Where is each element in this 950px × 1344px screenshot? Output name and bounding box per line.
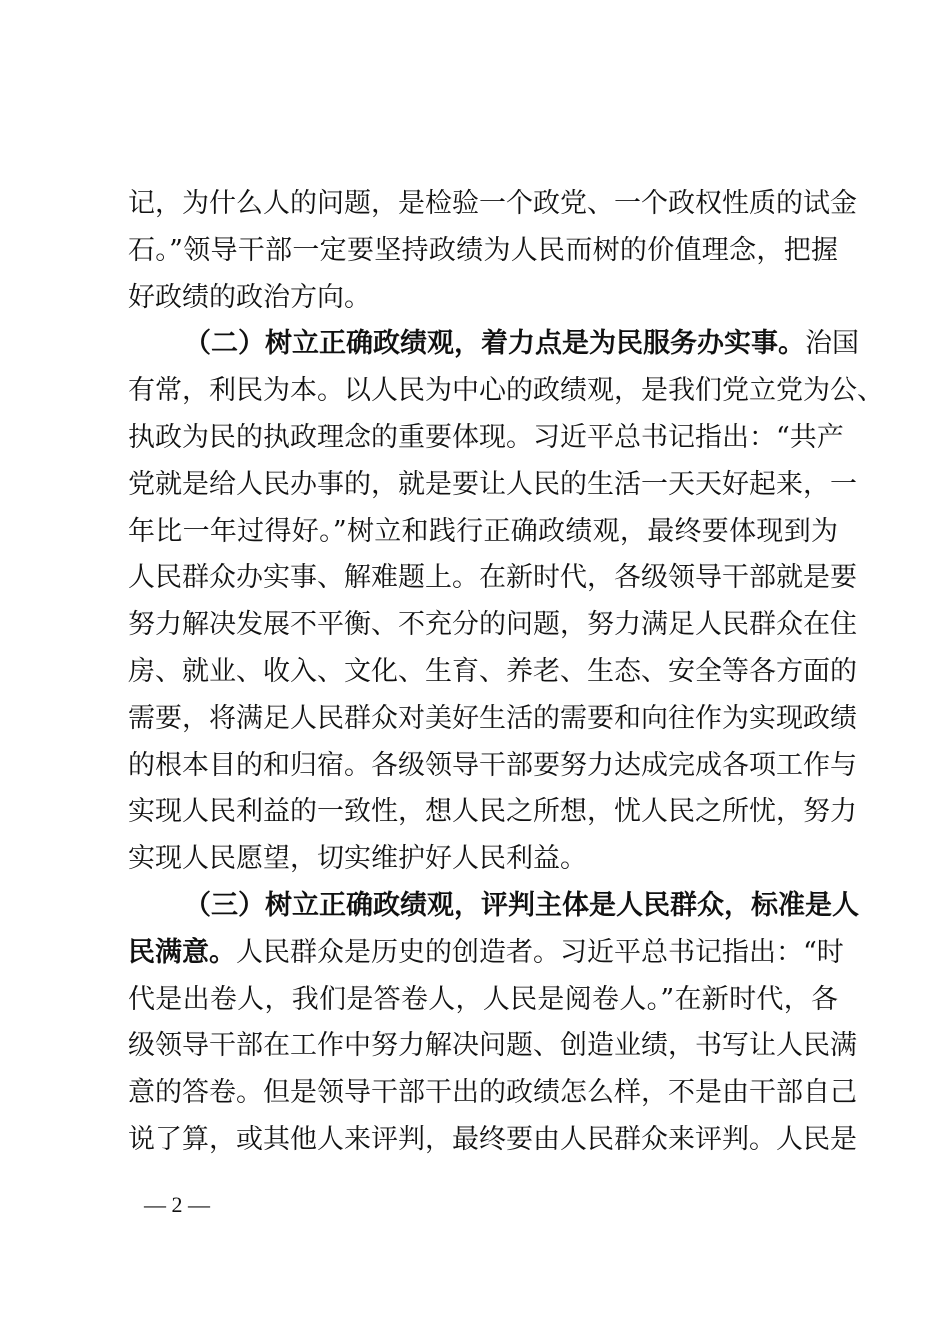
text-line <box>128 462 857 509</box>
text-line <box>128 977 838 1024</box>
section-heading-line <box>128 930 844 977</box>
text-line <box>128 415 844 462</box>
line-text: 治国 <box>805 328 859 360</box>
section-heading-line <box>128 883 859 930</box>
line-text: 代是出卷人，我们是答卷人，人民是阅卷人。”在新时代，各 <box>128 983 838 1015</box>
section-heading-line <box>128 321 859 368</box>
line-text: 好政绩的政治方向。 <box>128 281 371 313</box>
text-line <box>128 602 857 649</box>
line-text: 党就是给人民办事的，就是要让人民的生活一天天好起来，一 <box>128 468 857 500</box>
line-text: 说了算，或其他人来评判，最终要由人民群众来评判。人民是 <box>128 1123 857 1155</box>
text-line <box>128 275 838 322</box>
line-text: 实现人民利益的一致性，想人民之所想，忧人民之所忧，努力 <box>128 796 857 828</box>
line-text: 需要，将满足人民群众对美好生活的需要和向往作为实现政绩 <box>128 702 857 734</box>
line-text: 有常，利民为本。以人民为中心的政绩观，是我们党立党为公、 <box>128 375 884 407</box>
line-text: 人民群众是历史的创造者。习近平总书记指出：“时 <box>236 936 844 968</box>
text-line <box>128 789 857 836</box>
text-line <box>128 1117 857 1164</box>
section-heading: （三）树立正确政绩观，评判主体是人民群众，标准是人 <box>184 889 859 921</box>
text-line <box>128 649 857 696</box>
line-text: 级领导干部在工作中努力解决问题、创造业绩，书写让人民满 <box>128 1030 857 1062</box>
line-text: 房、就业、收入、文化、生育、养老、生态、安全等各方面的 <box>128 655 857 687</box>
line-text: 记，为什么人的问题，是检验一个政党、一个政权性质的试金 <box>128 188 857 219</box>
text-line <box>128 368 884 415</box>
line-text: 的根本目的和归宿。各级领导干部要努力达成完成各项工作与 <box>128 749 857 781</box>
text-line <box>128 555 857 602</box>
line-text: 意的答卷。但是领导干部干出的政绩怎么样，不是由干部自己 <box>128 1077 857 1109</box>
text-line <box>128 696 857 743</box>
text-line <box>128 1023 857 1070</box>
line-text: 实现人民愿望，切实维护好人民利益。 <box>128 843 587 875</box>
text-line <box>128 836 838 883</box>
section-heading: 民满意。 <box>128 936 236 968</box>
line-text: 执政为民的执政理念的重要体现。习近平总书记指出：“共产 <box>128 421 844 453</box>
text-line <box>128 1070 857 1117</box>
page-number: — 2 — <box>144 1192 210 1217</box>
line-text: 努力解决发展不平衡、不充分的问题，努力满足人民群众在住 <box>128 609 857 641</box>
text-line <box>128 228 838 275</box>
section-heading: （二）树立正确政绩观，着力点是为民服务办实事。 <box>184 328 805 360</box>
text-line <box>128 509 838 556</box>
line-text: 人民群众办实事、解难题上。在新时代，各级领导干部就是要 <box>128 562 857 594</box>
text-line <box>128 743 857 790</box>
text-line <box>128 181 857 228</box>
document-body <box>128 181 884 1164</box>
line-text: 年比一年过得好。”树立和践行正确政绩观，最终要体现到为 <box>128 515 838 547</box>
line-text: 石。”领导干部一定要坚持政绩为人民而树的价值理念，把握 <box>128 234 838 266</box>
